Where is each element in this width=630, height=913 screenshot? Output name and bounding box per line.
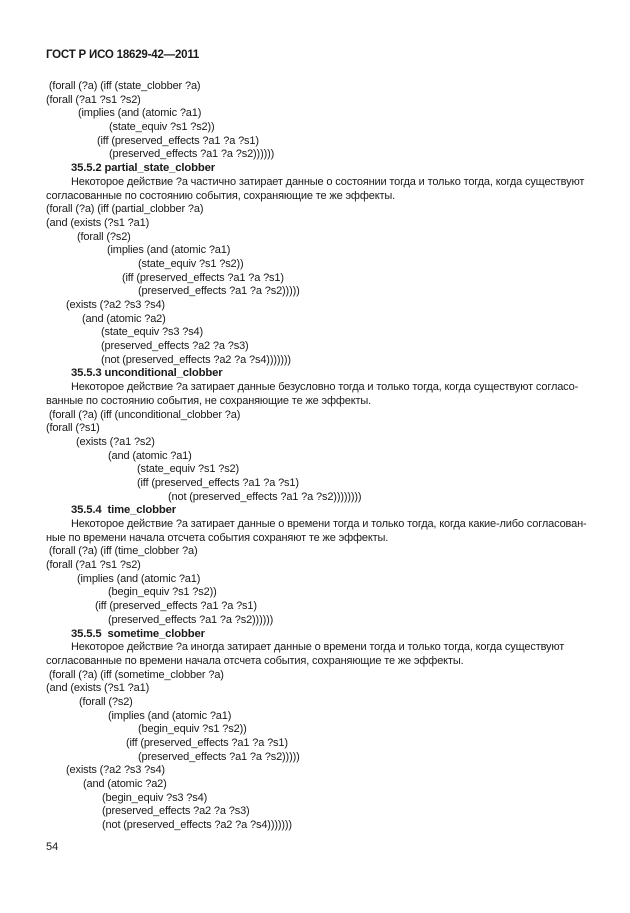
paragraph-line: согласованные по времени начала отсчета события, сохраняющие те же эффекты. <box>46 654 464 667</box>
code-line: (forall (?a1 ?s1 ?s2) <box>46 93 141 106</box>
paragraph-line: Некоторое действие ?a затирает данные безусловно тогда и только тогда, когда существуют согласо- <box>71 381 579 394</box>
code-line: (iff (preserved_effects ?a1 ?a ?s1) <box>95 600 257 613</box>
code-line: (state_equiv ?s1 ?s2) <box>137 463 240 476</box>
code-line: (forall (?a) (iff (time_clobber ?a) <box>46 545 198 558</box>
code-line: (begin_equiv ?s1 ?s2)) <box>138 723 247 736</box>
code-line: (forall (?s2) <box>77 230 131 243</box>
document-header: ГОСТ Р ИСО 18629-42—2011 <box>46 49 200 61</box>
code-line: (preserved_effects ?a1 ?a ?s2))))) <box>138 750 300 763</box>
paragraph-line: Некоторое действие ?a частично затирает данные о состоянии тогда и только тогда, когда существуют <box>71 175 585 188</box>
code-line: (not (preserved_effects ?a2 ?a ?s4))))))) <box>101 353 291 366</box>
code-line: (preserved_effects ?a2 ?a ?s3) <box>102 805 250 818</box>
paragraph-line: Некоторое действие ?a затирает данные о времени тогда и только тогда, когда какие-либо согласован- <box>71 518 587 530</box>
section-heading: 35.5.4 time_clobber <box>71 504 176 517</box>
code-line: (iff (preserved_effects ?a1 ?a ?s1) <box>126 737 288 749</box>
code-line: (forall (?s1) <box>46 422 100 435</box>
code-line: (begin_equiv ?s1 ?s2)) <box>108 586 217 599</box>
code-line: (forall (?a) (iff (unconditional_clobber ?a) <box>46 408 241 421</box>
code-line: (iff (preserved_effects ?a1 ?a ?s1) <box>97 134 259 147</box>
code-line: (begin_equiv ?s3 ?s4) <box>102 791 208 804</box>
paragraph-line: ванные по состоянию события, не сохраняющие те же эффекты. <box>46 394 372 407</box>
code-line: (implies (and (atomic ?a1) <box>78 107 202 120</box>
code-line: (implies (and (atomic ?a1) <box>77 572 201 585</box>
section-heading: 35.5.3 unconditional_clobber <box>71 367 223 380</box>
code-line: (exists (?a2 ?s3 ?s4) <box>66 299 165 311</box>
code-line: (exists (?a1 ?s2) <box>76 435 155 448</box>
code-line: (and (exists (?s1 ?a1) <box>46 682 150 695</box>
paragraph-line: ные по времени начала отсчета события сохраняют те же эффекты. <box>46 531 389 544</box>
code-line: (not (preserved_effects ?a1 ?a ?s2)))))))) <box>168 490 362 503</box>
code-line: (preserved_effects ?a1 ?a ?s2)))))) <box>108 613 274 626</box>
code-line: (preserved_effects ?a1 ?a ?s2))))) <box>138 285 300 298</box>
code-line: (and (atomic ?a1) <box>108 449 192 462</box>
paragraph-line: Некоторое действие ?a иногда затирает данные о времени тогда и только тогда, когда существуют <box>71 641 565 654</box>
code-line: (state_equiv ?s1 ?s2)) <box>109 121 215 134</box>
code-line: (forall (?a) (iff (partial_clobber ?a) <box>46 203 204 216</box>
code-line: (forall (?a) (iff (sometime_clobber ?a) <box>46 668 224 681</box>
code-line: (forall (?a) (iff (state_clobber ?a) <box>46 80 201 92</box>
code-line: (forall (?s2) <box>79 695 133 708</box>
section-heading: 35.5.2 partial_state_clobber <box>71 162 215 175</box>
document-body <box>0 80 630 833</box>
code-line: (and (atomic ?a2) <box>82 312 166 325</box>
code-line: (and (exists (?s1 ?a1) <box>46 216 150 229</box>
code-line: (implies (and (atomic ?a1) <box>107 244 231 257</box>
code-line: (preserved_effects ?a1 ?a ?s2)))))) <box>109 148 275 161</box>
code-line: (forall (?a1 ?s1 ?s2) <box>46 559 141 572</box>
code-line: (and (atomic ?a2) <box>83 778 167 791</box>
code-line: (not (preserved_effects ?a2 ?a ?s4))))))) <box>102 819 292 832</box>
section-heading: 35.5.5 sometime_clobber <box>71 627 205 640</box>
code-line: (iff (preserved_effects ?a1 ?a ?s1) <box>122 271 284 284</box>
code-line: (state_equiv ?s3 ?s4) <box>101 326 204 339</box>
code-line: (exists (?a2 ?s3 ?s4) <box>66 764 165 777</box>
code-line: (state_equiv ?s1 ?s2)) <box>138 257 244 270</box>
code-line: (implies (and (atomic ?a1) <box>108 709 232 722</box>
paragraph-line: согласованные по состоянию события, сохраняющие те же эффекты. <box>46 189 396 202</box>
code-line: (iff (preserved_effects ?a1 ?a ?s1) <box>137 476 299 489</box>
page-number: 54 <box>46 841 59 853</box>
code-line: (preserved_effects ?a2 ?a ?s3) <box>101 340 249 353</box>
